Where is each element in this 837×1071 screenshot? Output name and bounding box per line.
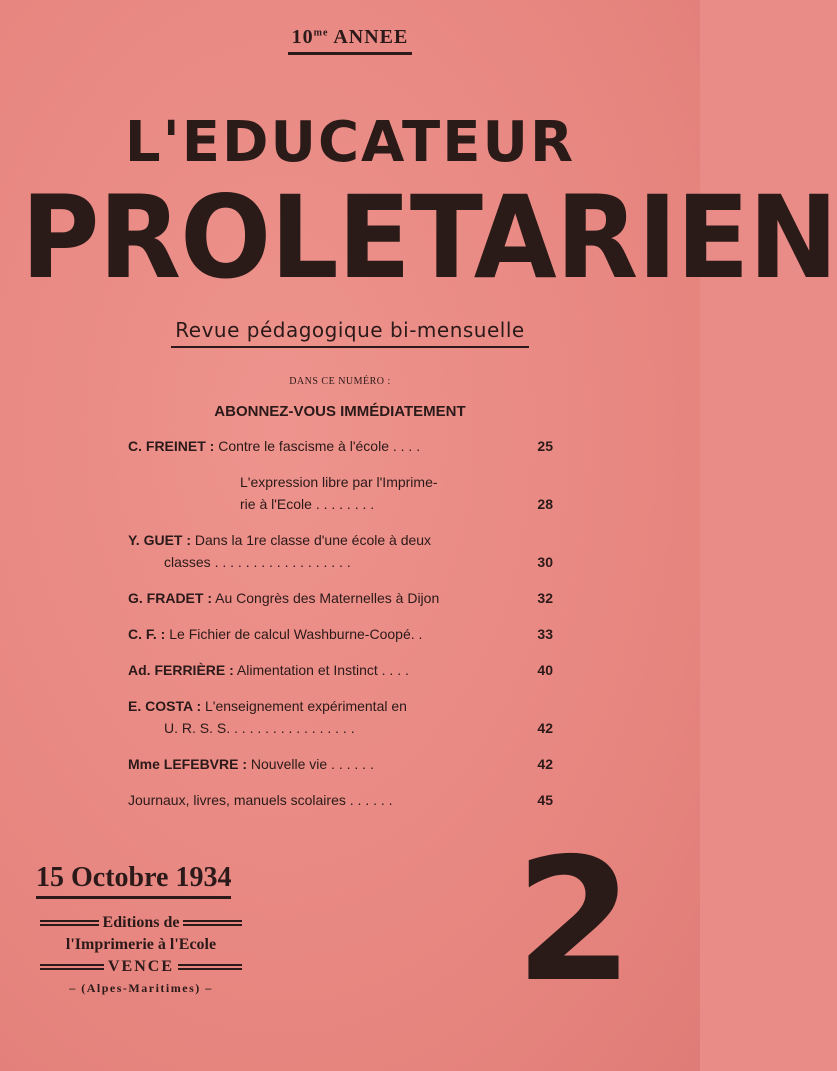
toc-author: E. COSTA : (128, 698, 202, 714)
toc-author: Ad. FERRIÈRE : (128, 662, 234, 678)
toc-page: 33 (537, 626, 553, 642)
contents-header: DANS CE NUMÉRO : (289, 376, 391, 387)
divider (40, 964, 104, 970)
toc-title: Dans la 1re classe d'une école à deux (194, 532, 432, 548)
toc-page: 40 (537, 662, 553, 678)
issue-date-text: 15 Octobre 1934 (36, 862, 231, 899)
publisher-region: (Alpes-Maritimes) (81, 981, 201, 995)
toc-title: Contre le fascisme à l'école . . . . (218, 438, 421, 454)
toc-title: L'enseignement expérimental en (205, 698, 407, 714)
toc-title: Le Fichier de calcul Washburne-Coopé. . (169, 626, 423, 642)
toc-page: 28 (537, 496, 553, 512)
toc-entry (128, 792, 553, 814)
subscribe-notice: ABONNEZ-VOUS IMMÉDIATEMENT (214, 403, 466, 420)
toc-title: Nouvelle vie . . . . . . (250, 756, 374, 772)
title-line-2: PROLETARIEN (21, 171, 837, 304)
toc-author: Y. GUET : (128, 532, 192, 548)
subtitle (0, 318, 700, 348)
toc-author: Mme LEFEBVRE : (128, 756, 248, 772)
subtitle-text: Revue pédagogique bi-mensuelle (171, 318, 528, 348)
toc-page: 42 (537, 756, 553, 772)
toc-author: C. FREINET : (128, 438, 215, 454)
toc-entry (128, 532, 553, 576)
publisher-line-1: Editions de (102, 914, 180, 931)
toc-page: 30 (537, 554, 553, 570)
issue-number: 2 (515, 822, 634, 1020)
toc-entry (128, 756, 553, 778)
issue-date (36, 862, 231, 899)
divider (178, 964, 242, 970)
toc-title: Au Congrès des Maternelles à Dijon (215, 590, 440, 606)
publisher-line-4: – (Alpes-Maritimes) – (69, 981, 213, 995)
toc-entry (128, 626, 553, 648)
publisher-line-2: l'Imprimerie à l'Ecole (65, 936, 217, 953)
toc-entry (128, 438, 553, 460)
edition-sup: me (313, 27, 329, 39)
toc-title-cont: classes . . . . . . . . . . . . . . . . . . (164, 554, 351, 570)
title-line-1: L'EDUCATEUR (124, 110, 576, 175)
toc-author: C. F. : (128, 626, 166, 642)
toc-title: Journaux, livres, manuels scolaires . . . . . . (128, 792, 393, 808)
publisher-line-3: VENCE (108, 958, 175, 975)
toc-entry (128, 474, 553, 518)
toc-title: L'expression libre par l'Imprime- (240, 474, 438, 490)
edition-number: 10 (291, 26, 314, 48)
toc-page: 45 (537, 792, 553, 808)
toc-page: 42 (537, 720, 553, 736)
toc-page: 25 (537, 438, 553, 454)
divider (183, 920, 242, 926)
toc-entry (128, 590, 553, 612)
divider (40, 920, 99, 926)
toc-title-cont: rie à l'Ecole . . . . . . . . (240, 496, 375, 512)
toc-page: 32 (537, 590, 553, 606)
toc-title: Alimentation et Instinct . . . . (236, 662, 409, 678)
edition-label: ANNEE (333, 26, 409, 48)
table-of-contents (128, 438, 553, 814)
edition-year (0, 26, 700, 55)
toc-author: G. FRADET : (128, 590, 212, 606)
publisher-block (36, 912, 246, 998)
toc-entry (128, 698, 553, 742)
toc-title-cont: U. R. S. S. . . . . . . . . . . . . . . . . (164, 720, 355, 736)
toc-entry (128, 662, 553, 684)
